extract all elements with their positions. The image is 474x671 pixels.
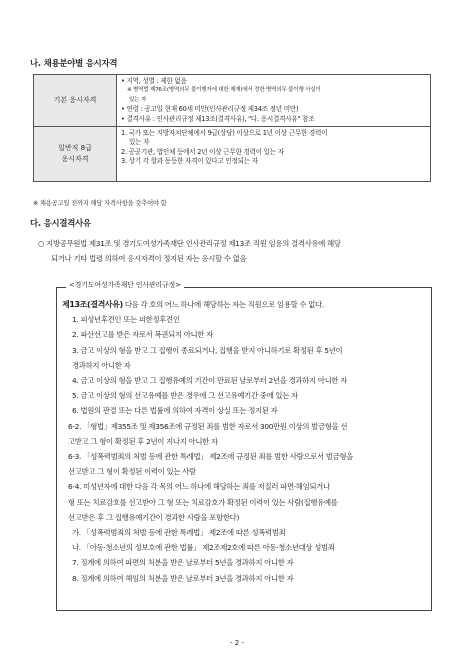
row-label-grade8: [34, 127, 117, 182]
qualification-table: [33, 74, 431, 182]
list-item: 2. 파산선고를 받은 자로서 복권되지 아니한 자: [72, 330, 213, 340]
article-title: 제13조(결격사유): [62, 300, 123, 309]
list-item: 6. 법원의 판결 또는 다른 법률에 의하여 자격이 상실 또는 정지된 자: [72, 406, 278, 416]
list-item: 7. 징계에 의하여 파면의 처분을 받은 날로부터 5년을 경과하지 아니한 자: [72, 558, 294, 568]
list-item: 선고받고 그 형이 확정된 이력이 있는 사람: [68, 467, 196, 477]
list-item: 1. 피성년후견인 또는 피한정후견인: [72, 315, 180, 325]
list-item: 3. 금고 이상의 형을 받고 그 집행이 종료되거나, 집행을 받지 아니하기로 확정된 후 5년이: [72, 345, 343, 355]
table-row: [34, 75, 431, 127]
regulation-box-title: <경기도여성가족재단 인사관리규정>: [66, 280, 184, 290]
table-row: [34, 127, 431, 182]
grade8-req-1-cont: 있는 자: [129, 138, 150, 147]
intro-line-1: ○ 지방공무원법 제31조 및 경기도여성가족재단 인사관리규정 제13조 직원 임용의 결격사유에 해당: [38, 239, 341, 248]
article-heading: [62, 297, 424, 312]
list-item: 고받고 그 형이 확정된 후 2년이 지나지 아니한 자: [68, 436, 218, 446]
list-item: 가. 「성폭력범죄의 처벌 등에 관한 특례법」 제2조에 따른 성폭력범죄: [72, 528, 286, 538]
list-item: 경과하지 아니한 자: [72, 360, 131, 370]
section-heading-disqualifications: 다. 응시결격사유: [30, 218, 91, 228]
row-content-grade8: [117, 127, 431, 182]
grade8-req-1: 1. 국가 또는 지방자치단체에서 9급(상당) 이상으로 1년 이상 근무한 경력이: [121, 129, 328, 138]
intro-paragraph: [38, 236, 448, 266]
basic-age: • 연령 : 공고일 현재 60세 미만(인사관리규정 제34조 정년 미만): [121, 105, 299, 114]
intro-line-2: 되거나 기타 법령 의하여 응시자격이 정지된 자는 응시할 수 없음: [51, 254, 247, 263]
section-heading-qualifications: 나. 채용분야별 응시자격: [30, 58, 118, 68]
list-item: 나. 「아동·청소년의 성보호에 관한 법률」 제2조제2호에 따른 아동·청소년대상 성범죄: [72, 543, 335, 553]
basic-military-note-cont: 있는 자: [129, 96, 146, 103]
page-number: - 2 -: [230, 639, 244, 647]
table-note: ※ 채용공고일 전까지 해당 자격사항을 갖추어야 함: [33, 200, 167, 207]
row-label-basic: 기본 응시자격: [34, 75, 117, 127]
basic-military-note: ※ 병역법 제76조(병역의무 불이행자에 대한 제재)에서 정한 병역의무 불이행 사실이: [127, 87, 321, 94]
grade8-req-2: 2. 공공기관, 법인체 등에서 2년 이상 근무한 경력이 있는 자: [121, 147, 284, 156]
grade8-label-line1: 일반직 8급: [58, 144, 92, 153]
list-item: 5. 금고 이상의 형의 선고유예를 받은 경우에 그 선고유예기간 중에 있는 자: [72, 391, 298, 401]
list-item: 형 또는 치료감호를 선고받아 그 형 또는 치료감호가 확정된 이력이 있는 사람(집행유예를: [68, 497, 338, 507]
row-content-basic: [117, 75, 431, 127]
list-item: 선고받은 후 그 집행유예기간이 경과한 사람을 포함한다): [68, 512, 240, 522]
list-item: 6-4. 미성년자에 대한 다음 각 목의 어느 하나에 해당하는 죄를 저질러 파면·해임되거나: [68, 482, 330, 492]
list-item: 6-2. 「형법」제355조 및 제356조에 규정된 죄를 범한 자로서 300만원 이상의 벌금형을 선: [68, 421, 348, 431]
basic-region-gender: • 지역, 성별 : 제한 없음: [121, 77, 187, 85]
article-intro: 다음 각 호의 어느 하나에 해당하는 자는 직원으로 임용할 수 없다.: [122, 300, 324, 309]
grade8-label-line2: 응시자격: [61, 155, 89, 164]
list-item: 8. 징계에 의하여 해임의 처분을 받은 날로부터 3년을 경과하지 아니한 자: [72, 573, 294, 583]
list-item: 4. 금고 이상의 형을 받고 그 집행유예의 기간이 만료된 날로부터 2년을 경과하지 아니한 자: [72, 376, 348, 386]
grade8-req-3: 3. 상기 각 항과 동등한 자격이 있다고 인정되는 자: [121, 157, 258, 166]
basic-disqualification: • 결격사유 : 인사관리규정 제13조(결격사유), "다. 응시결격사유" 참조: [121, 114, 315, 123]
list-item: 6-3. 「성폭력범죄의 처벌 등에 관한 특례법」 제2조에 규정된 죄를 범한 사람으로서 벌금형을: [68, 452, 353, 462]
regulation-text: [62, 297, 424, 586]
